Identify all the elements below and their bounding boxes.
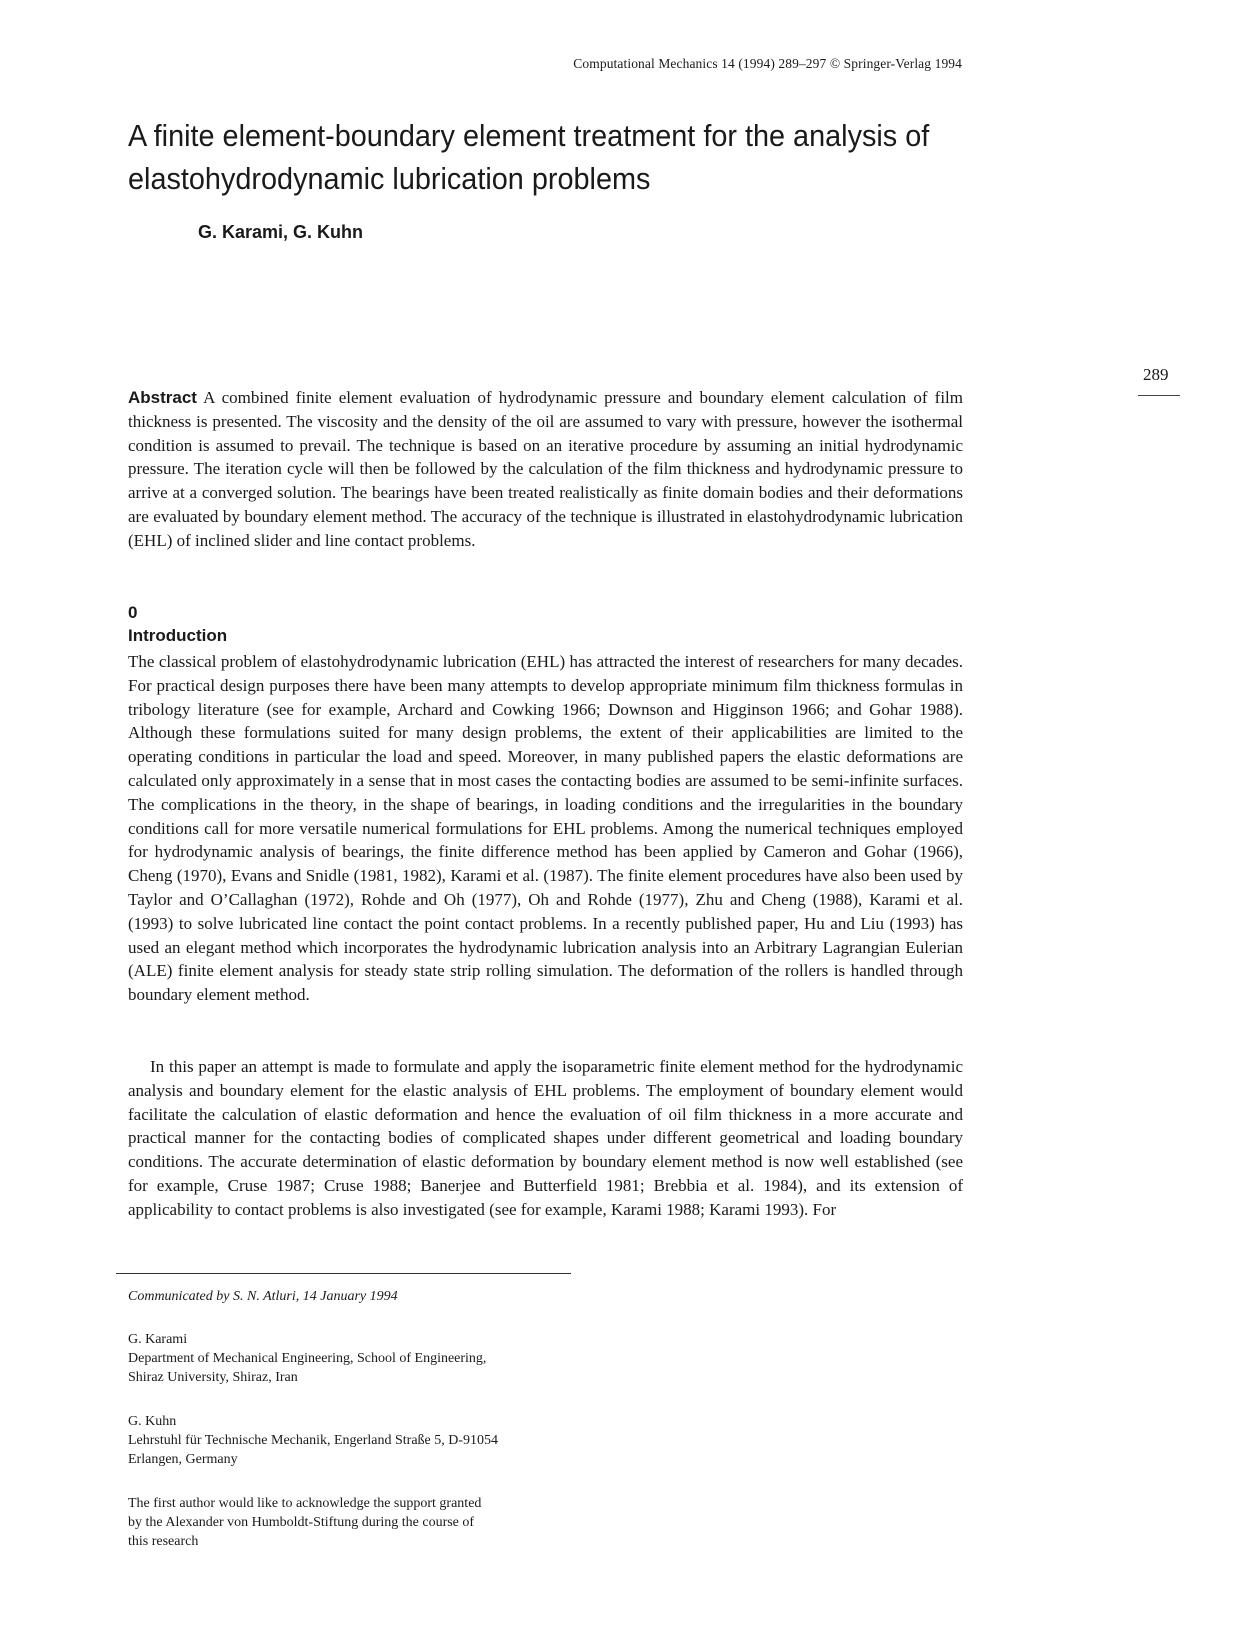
intro-paragraph-1: The classical problem of elastohydrodynamic lubrication (EHL) has attracted the interest of researchers for many decades. For practical design purposes there have been many attempts to develop appropriate minimum film thickness formulas in tribology literature (see for example, Archard and Cowking 1966; Downson and Higginson 1966; and Gohar 1988). Although these formulations suited for many design problems, the extent of their applicabilities are limited to the operating conditions in particular the load and speed. Moreover, in many published papers the elastic deformations are calculated only approximately in a sense that in most cases the contacting bodies are assumed to be semi-infinite surfaces. The complications in the theory, in the shape of bearings, in loading conditions and the irregularities in the boundary conditions call for more versatile numerical formulations for EHL problems. Among the numerical techniques employed for hydrodynamic analysis of bearings, the finite difference method has been applied by Cameron and Gohar (1966), Cheng (1970), Evans and Snidle (1981, 1982), Karami et al. (1987). The finite element procedures have also been used by Taylor and O’Callaghan (1972), Rohde and Oh (1977), Oh and Rohde (1977), Zhu and Cheng (1988), Karami et al. (1993) to solve lubricated line contact the point contact problems. In a recently published paper, Hu and Liu (1993) has used an elegant method which incorporates the hydrodynamic lubrication analysis into an Arbitrary Lagrangian Eulerian (ALE) finite element analysis for steady state strip rolling simulation. The deformation of the rollers is handled through boundary element method. <box>128 652 963 1005</box>
footnote-rule <box>116 1273 571 1274</box>
section-title: Introduction <box>128 626 228 645</box>
page-number-rule <box>1138 395 1180 396</box>
author1-affiliation <box>128 1330 568 1387</box>
page-number: 289 <box>1143 365 1169 384</box>
paper-title: A finite element-boundary element treatment for the analysis of elastohydrodynamic lubrication problems <box>128 118 930 196</box>
communicated-note: Communicated by S. N. Atluri, 14 January 1994 <box>128 1289 398 1304</box>
ack-line1: The first author would like to acknowledge the support granted <box>128 1496 482 1511</box>
author2-affiliation <box>128 1412 568 1469</box>
abstract <box>128 386 963 553</box>
acknowledgement <box>128 1494 568 1551</box>
author1-line1: Department of Mechanical Engineering, School of Engineering, <box>128 1351 487 1366</box>
abstract-text: A combined finite element evaluation of hydrodynamic pressure and boundary element calculation of film thickness is presented. The viscosity and the density of the oil are assumed to vary with pressure, however the isothermal condition is assumed to prevail. The technique is based on an iterative procedure by assuming an initial hydrodynamic pressure. The iteration cycle will then be followed by the calculation of the film thickness and hydrodynamic pressure to arrive at a converged solution. The bearings have been treated realistically as finite domain bodies and their deformations are evaluated by boundary element method. The accuracy of the technique is illustrated in elastohydrodynamic lubrication (EHL) of inclined slider and line contact problems. <box>128 388 963 550</box>
intro-paragraph-2: In this paper an attempt is made to formulate and apply the isoparametric finite element method for the hydrodynamic analysis and boundary element for the elastic analysis of EHL problems. The employment of boundary element would facilitate the calculation of elastic deformation and hence the evaluation of oil film thickness in a more accurate and practical manner for the contacting bodies of complicated shapes under different geometrical and loading boundary conditions. The accurate determination of elastic deformation by boundary element method is now well established (see for example, Cruse 1987; Cruse 1988; Banerjee and Butterfield 1981; Brebbia et al. 1984), and its extension of applicability to contact problems is also investigated (see for example, Karami 1988; Karami 1993). For <box>128 1057 963 1219</box>
section-number: 0 <box>128 603 138 622</box>
author2-name: G. Kuhn <box>128 1414 177 1429</box>
author1-name: G. Karami <box>128 1332 188 1347</box>
author-list: G. Karami, G. Kuhn <box>198 222 364 242</box>
journal-citation: Computational Mechanics 14 (1994) 289–297 © Springer-Verlag 1994 <box>573 56 962 71</box>
ack-line3: this research <box>128 1534 199 1549</box>
author1-line2: Shiraz University, Shiraz, Iran <box>128 1370 298 1385</box>
author2-line2: Erlangen, Germany <box>128 1452 238 1467</box>
ack-line2: by the Alexander von Humboldt-Stiftung during the course of <box>128 1515 475 1530</box>
author2-line1: Lehrstuhl für Technische Mechanik, Engerland Straße 5, D-91054 <box>128 1433 499 1448</box>
abstract-label: Abstract <box>128 388 197 407</box>
